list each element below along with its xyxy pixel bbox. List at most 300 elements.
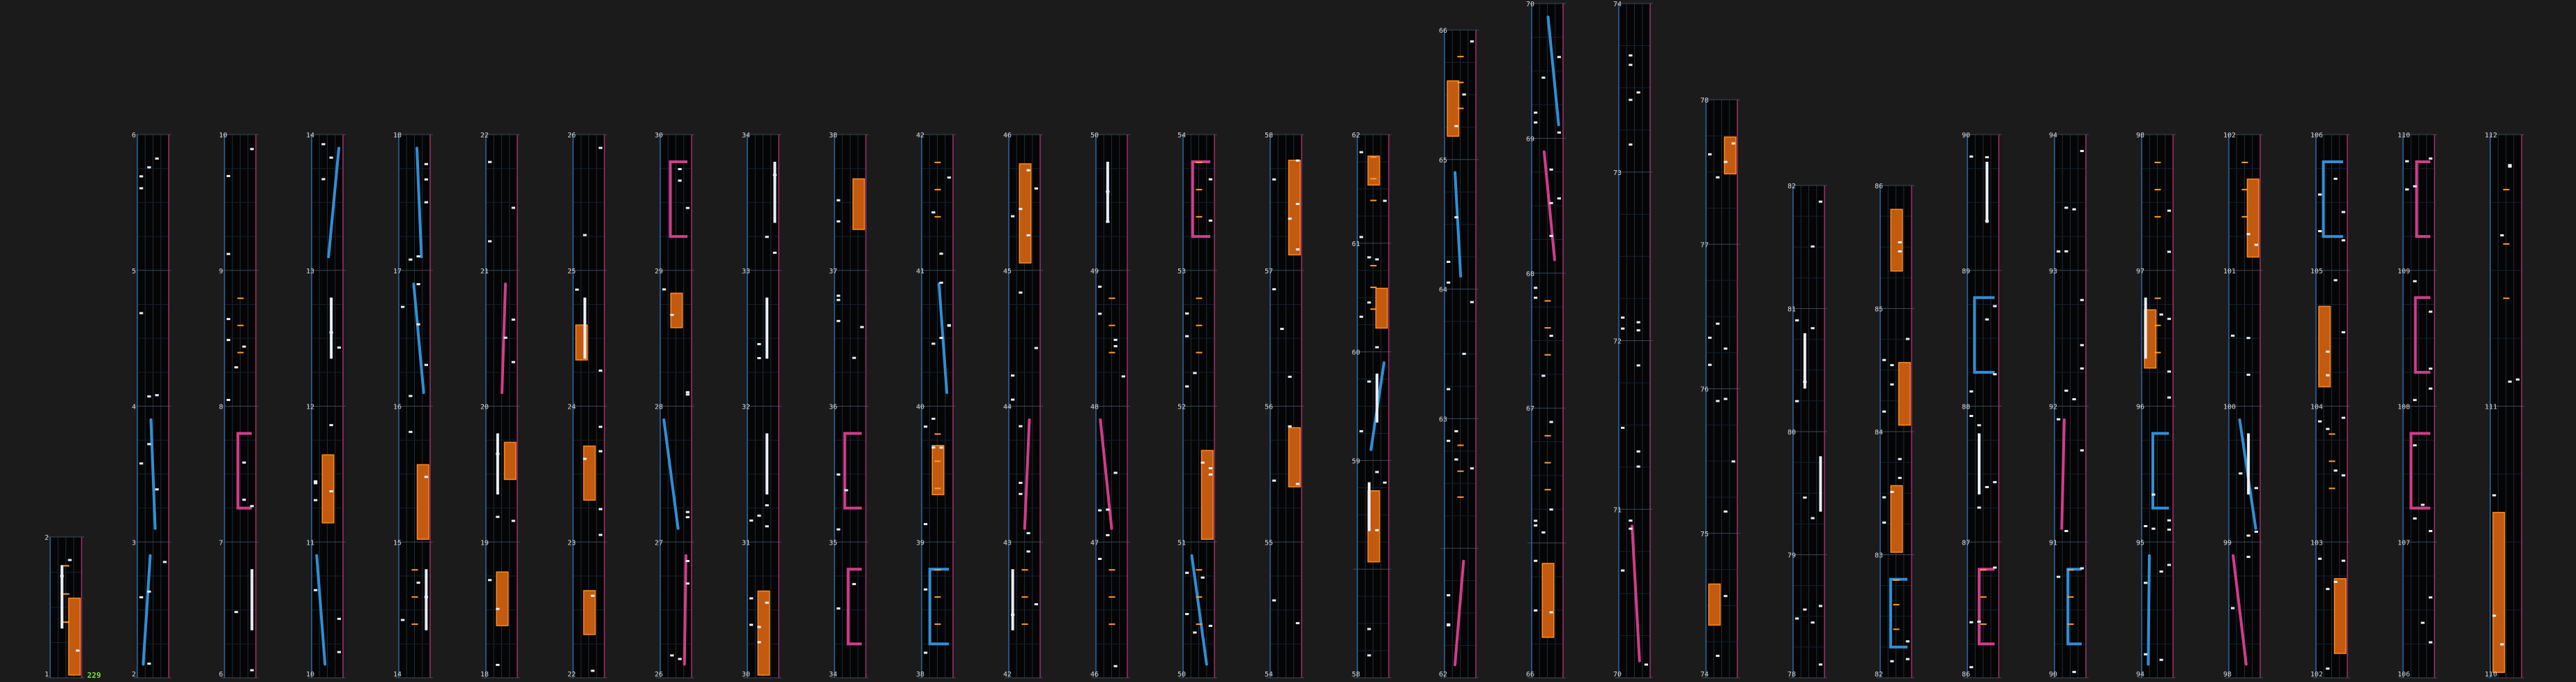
measure-number: 49 — [1090, 267, 1099, 275]
tap-note — [2334, 178, 2338, 180]
tap-note — [844, 489, 848, 491]
tap-note — [1637, 321, 1640, 324]
tap-note — [155, 394, 159, 396]
measure-number: 37 — [829, 267, 838, 275]
measure-number-bottom: 106 — [2398, 671, 2411, 679]
tap-note — [837, 320, 840, 322]
tick-mark — [2329, 433, 2335, 434]
tap-note — [947, 176, 951, 179]
tap-note — [2500, 234, 2503, 236]
tap-note — [496, 664, 499, 666]
tap-note — [314, 499, 317, 501]
tap-note — [243, 346, 246, 348]
tap-note — [1890, 364, 1893, 366]
tick-mark — [1981, 596, 1987, 598]
tap-note — [1463, 353, 1466, 355]
measure-number: 7 — [219, 539, 224, 547]
tick-mark — [1371, 308, 1377, 310]
tap-note — [599, 370, 602, 372]
tap-note — [1898, 250, 1902, 252]
tap-note — [1803, 609, 1806, 611]
tap-hold — [765, 298, 768, 359]
tap-note — [2326, 351, 2329, 353]
measure-number-bottom: 26 — [655, 671, 664, 679]
measure-number: 52 — [1178, 403, 1187, 411]
tick-mark — [1022, 569, 1028, 570]
tap-note — [1716, 323, 1719, 325]
hold-note — [932, 446, 944, 495]
tap-note — [1098, 312, 1102, 315]
tick-mark — [935, 162, 941, 163]
tap-note — [227, 318, 230, 320]
measure-number: 85 — [1875, 305, 1884, 314]
hold-note — [1447, 81, 1459, 136]
tick-mark — [2329, 460, 2335, 462]
tick-mark — [935, 569, 941, 570]
tap-note — [1898, 241, 1902, 243]
tap-note — [1375, 471, 1379, 473]
tap-note — [1795, 400, 1799, 402]
measure-number: 91 — [2049, 539, 2058, 547]
tap-note — [1986, 486, 1989, 488]
tap-note — [1993, 566, 1997, 568]
measure-number: 21 — [480, 267, 489, 275]
tick-mark — [1371, 265, 1377, 266]
tap-note — [1550, 335, 1553, 337]
measure-number-top: 6 — [132, 132, 137, 139]
tap-note — [1454, 458, 1458, 460]
tap-note — [2516, 379, 2520, 381]
tap-note — [1993, 481, 1997, 483]
measure-number: 88 — [1962, 403, 1971, 411]
tap-note — [686, 516, 689, 518]
tap-note — [1629, 520, 1632, 522]
tick-mark — [1196, 189, 1203, 190]
measure-number-bottom: 102 — [2310, 671, 2324, 679]
tap-note — [1716, 655, 1719, 657]
tap-note — [1019, 482, 1022, 484]
tap-hold — [1106, 162, 1109, 223]
tap-note — [401, 619, 404, 621]
measure-number-bottom: 90 — [2049, 671, 2058, 679]
tap-note — [2080, 150, 2084, 152]
tap-note — [2080, 344, 2084, 346]
tap-note — [1795, 617, 1799, 619]
tap-note — [591, 595, 595, 597]
tap-note — [2073, 209, 2076, 211]
tap-note — [1986, 319, 1989, 321]
measure-number: 92 — [2049, 403, 2058, 411]
tick-mark — [935, 460, 941, 462]
tap-note — [2342, 331, 2345, 333]
tap-note — [1367, 256, 1371, 258]
measure-number: 17 — [393, 267, 402, 275]
measure-number-top: 82 — [1788, 183, 1797, 190]
tap-hold — [1819, 456, 1822, 511]
tick-mark — [2155, 325, 2161, 326]
measure-number-top: 50 — [1090, 132, 1099, 139]
tap-note — [504, 337, 508, 339]
measure-number: 33 — [742, 267, 751, 275]
tap-note — [1550, 421, 1553, 423]
tick-mark — [1196, 298, 1203, 299]
measure-number: 39 — [916, 539, 925, 547]
measure-number: 65 — [1439, 156, 1448, 165]
tap-note — [1969, 666, 1973, 668]
tap-note — [1637, 91, 1640, 93]
tap-note — [1716, 176, 1719, 179]
tick-mark — [2242, 216, 2248, 218]
tap-note — [512, 207, 515, 209]
tap-note — [250, 669, 254, 672]
tap-note — [1296, 248, 1300, 250]
tick-mark — [1371, 287, 1377, 288]
tap-note — [2167, 564, 2171, 566]
measure-number: 63 — [1439, 416, 1448, 424]
chart-column — [1353, 135, 1392, 678]
measure-number-bottom: 86 — [1962, 671, 1971, 679]
tap-hold — [425, 569, 427, 630]
tap-note — [1106, 534, 1109, 536]
tap-note — [2429, 367, 2432, 370]
tap-note — [940, 337, 943, 339]
tap-note — [1185, 572, 1189, 574]
tap-note — [2080, 367, 2084, 370]
tap-note — [234, 366, 238, 368]
tap-note — [2429, 310, 2432, 312]
tap-note — [1027, 532, 1030, 534]
tap-note — [1541, 374, 1545, 377]
tap-note — [1534, 112, 1537, 114]
tick-mark — [1545, 300, 1551, 301]
tap-note — [1447, 282, 1450, 284]
measure-number: 72 — [1613, 338, 1622, 346]
tap-note — [1969, 156, 1973, 158]
tap-note — [2144, 525, 2147, 527]
hold-note — [322, 455, 334, 523]
tap-note — [1541, 77, 1545, 79]
measure-number: 32 — [742, 403, 751, 411]
tap-note — [1447, 388, 1450, 391]
tap-note — [940, 282, 943, 284]
tap-note — [583, 458, 586, 460]
tap-note — [1993, 305, 1997, 308]
tick-mark — [1893, 628, 1900, 630]
tap-note — [1114, 345, 1118, 347]
tap-hold — [250, 569, 253, 630]
tap-note — [1882, 497, 1886, 499]
measure-number-bottom: 18 — [480, 671, 489, 679]
tap-note — [1898, 477, 1902, 479]
measure-number: 43 — [1003, 539, 1012, 547]
tap-note — [139, 175, 143, 177]
tap-note — [417, 582, 420, 584]
measure-number: 89 — [1962, 267, 1971, 275]
tap-note — [1185, 312, 1189, 315]
tap-note — [337, 651, 341, 653]
tap-note — [1011, 374, 1014, 377]
tap-hold — [1375, 374, 1378, 423]
tap-note — [1106, 508, 1109, 510]
tap-note — [1890, 491, 1893, 493]
tap-note — [931, 446, 935, 448]
tap-note — [924, 652, 927, 654]
tap-note — [2508, 164, 2512, 166]
measure-number-bottom: 98 — [2223, 671, 2232, 679]
tap-note — [1011, 399, 1014, 401]
tap-note — [2405, 160, 2409, 162]
tap-note — [1122, 375, 1125, 377]
tap-note — [1819, 201, 1822, 203]
measure-number: 27 — [655, 539, 664, 547]
measure-number-bottom: 10 — [306, 671, 315, 679]
tap-note — [1637, 329, 1640, 331]
tap-note — [1209, 220, 1212, 222]
tap-note — [1027, 550, 1030, 552]
tap-note — [1621, 570, 1624, 572]
tick-mark — [1458, 107, 1464, 109]
tap-note — [314, 482, 317, 484]
measure-number-top: 42 — [916, 132, 925, 139]
tap-note — [1383, 199, 1387, 202]
tap-note — [2318, 420, 2322, 423]
measure-number-top: 22 — [480, 132, 489, 139]
measure-number: 105 — [2310, 267, 2324, 275]
tap-note — [1447, 261, 1450, 263]
measure-number-bottom: 110 — [2485, 671, 2498, 679]
hold-note — [584, 591, 595, 635]
tap-note — [1811, 517, 1815, 520]
tap-note — [686, 582, 689, 584]
tap-note — [1209, 625, 1212, 627]
tick-mark — [2068, 569, 2074, 570]
measure-number-top: 14 — [306, 132, 315, 139]
tick-mark — [935, 216, 941, 218]
measure-number: 31 — [742, 539, 751, 547]
tap-note — [2064, 206, 2068, 209]
tap-note — [686, 560, 689, 562]
tap-note — [496, 608, 499, 610]
tap-note — [1534, 121, 1537, 123]
tap-note — [2247, 556, 2250, 558]
tap-note — [1534, 609, 1537, 612]
tap-note — [1447, 624, 1450, 626]
tap-note — [409, 395, 412, 397]
measure-number-top: 94 — [2049, 132, 2058, 139]
tap-note — [1280, 328, 1283, 330]
tap-note — [147, 395, 151, 397]
measure-number: 8 — [219, 403, 224, 411]
tick-mark — [2329, 487, 2335, 489]
tap-note — [2160, 659, 2163, 661]
measure-number: 76 — [1700, 386, 1709, 394]
measure-number-bottom: 38 — [916, 671, 925, 679]
measure-number: 24 — [567, 403, 577, 411]
tap-note — [1367, 654, 1371, 656]
measure-number-top: 30 — [655, 132, 664, 139]
tap-note — [1454, 430, 1458, 432]
tap-note — [749, 598, 753, 600]
measure-number-top: 62 — [1352, 132, 1361, 139]
tap-note — [1359, 151, 1363, 153]
tap-note — [1201, 577, 1205, 579]
measure-number: 53 — [1178, 267, 1187, 275]
tap-note — [575, 289, 579, 291]
tap-note — [1890, 384, 1893, 386]
tap-note — [1383, 482, 1387, 484]
tap-note — [1288, 376, 1292, 378]
slide-path — [685, 556, 686, 665]
hold-note — [1899, 363, 1911, 425]
measure-number-bottom: 2 — [132, 671, 137, 679]
tap-note — [1296, 203, 1300, 205]
hold-note — [853, 179, 865, 229]
tap-note — [2057, 250, 2060, 252]
tap-note — [2429, 596, 2432, 598]
measure-number: 73 — [1613, 169, 1622, 177]
tap-hold — [61, 565, 63, 628]
tap-note — [1724, 347, 1728, 349]
measure-number-top: 58 — [1265, 132, 1274, 139]
tap-note — [1645, 664, 1648, 666]
tick-mark — [63, 621, 70, 623]
tick-mark — [1196, 623, 1203, 625]
tap-note — [1732, 142, 1735, 144]
tap-note — [1470, 301, 1474, 303]
tap-note — [1375, 346, 1379, 348]
tap-note — [1724, 398, 1728, 400]
tap-note — [2429, 530, 2432, 532]
tap-note — [155, 158, 159, 160]
tap-note — [1621, 317, 1624, 319]
tap-note — [599, 534, 602, 536]
tap-note — [227, 399, 230, 401]
tick-mark — [2503, 243, 2510, 245]
tap-note — [686, 393, 689, 395]
tap-note — [1359, 430, 1363, 432]
tap-note — [749, 623, 753, 626]
measure-number-top: 66 — [1439, 27, 1448, 35]
tap-note — [765, 504, 769, 506]
tap-note — [1534, 287, 1537, 289]
measure-number: 11 — [306, 539, 315, 547]
tap-hold — [1978, 433, 1981, 494]
hold-note — [1891, 485, 1903, 552]
tick-mark — [935, 487, 941, 489]
tap-note — [1288, 218, 1292, 220]
hold-note — [2493, 513, 2505, 672]
tick-mark — [1981, 569, 1987, 570]
tap-note — [1288, 425, 1292, 427]
measure-number: 109 — [2398, 267, 2411, 275]
tick-mark — [1371, 199, 1377, 201]
tap-note — [1906, 338, 1910, 340]
tap-note — [837, 295, 840, 297]
tick-mark — [1458, 471, 1464, 472]
tap-note — [139, 312, 143, 315]
measure-number-bottom: 54 — [1265, 671, 1274, 679]
tap-note — [940, 252, 943, 255]
measure-number: 13 — [306, 267, 315, 275]
tap-note — [488, 241, 491, 243]
tap-note — [757, 343, 761, 345]
tick-mark — [1893, 579, 1900, 581]
tap-note — [1470, 40, 1474, 43]
tick-mark — [2155, 352, 2161, 354]
tick-mark — [2155, 162, 2161, 163]
tap-note — [1629, 99, 1632, 101]
tap-note — [1621, 427, 1624, 429]
tap-note — [417, 255, 420, 257]
tap-note — [2421, 622, 2425, 624]
tap-note — [1209, 467, 1212, 469]
tap-note — [488, 161, 491, 163]
tap-note — [1890, 660, 1893, 662]
tick-mark — [2068, 623, 2074, 625]
tap-note — [1296, 160, 1300, 162]
measure-number-top: 98 — [2136, 132, 2145, 139]
tick-mark — [1196, 569, 1203, 570]
tap-note — [853, 357, 856, 359]
tap-note — [321, 143, 325, 145]
tap-note — [1716, 400, 1719, 402]
measure-number: 81 — [1788, 305, 1797, 314]
tap-note — [757, 626, 761, 628]
tap-note — [425, 364, 428, 366]
tap-note — [837, 529, 840, 531]
tap-note — [1550, 169, 1553, 171]
hold-note — [496, 572, 508, 626]
tick-mark — [1371, 156, 1377, 158]
tap-note — [947, 324, 951, 326]
tap-note — [1724, 595, 1728, 597]
tap-note — [321, 178, 325, 180]
tap-note — [330, 490, 333, 492]
tap-note — [2064, 250, 2068, 252]
tap-note — [2318, 230, 2322, 232]
tap-note — [1882, 411, 1886, 413]
tap-note — [2073, 671, 2076, 673]
tap-note — [2255, 531, 2258, 533]
tap-note — [1098, 286, 1102, 288]
hold-note — [1891, 209, 1903, 271]
tap-hold — [773, 162, 776, 223]
tap-hold — [1986, 162, 1988, 223]
tap-note — [757, 357, 761, 359]
tap-note — [139, 596, 143, 598]
tap-note — [670, 654, 673, 656]
tap-note — [147, 662, 151, 665]
measure-number: 59 — [1352, 457, 1361, 466]
measure-number-bottom: 62 — [1439, 671, 1448, 679]
tap-note — [76, 649, 79, 651]
hold-note — [69, 598, 81, 675]
tap-note — [2247, 374, 2250, 376]
tick-mark — [1545, 354, 1551, 356]
measure-number-bottom: 58 — [1352, 671, 1361, 679]
tap-note — [765, 236, 769, 238]
tap-note — [1550, 202, 1553, 204]
tap-note — [401, 306, 404, 308]
tap-note — [1534, 296, 1537, 298]
tap-note — [1811, 327, 1815, 329]
chart-column — [46, 537, 84, 678]
tick-mark — [2242, 162, 2248, 163]
measure-number-bottom: 82 — [1875, 671, 1884, 679]
tap-note — [2167, 529, 2171, 531]
tap-note — [425, 163, 428, 165]
hold-note — [1202, 450, 1214, 539]
